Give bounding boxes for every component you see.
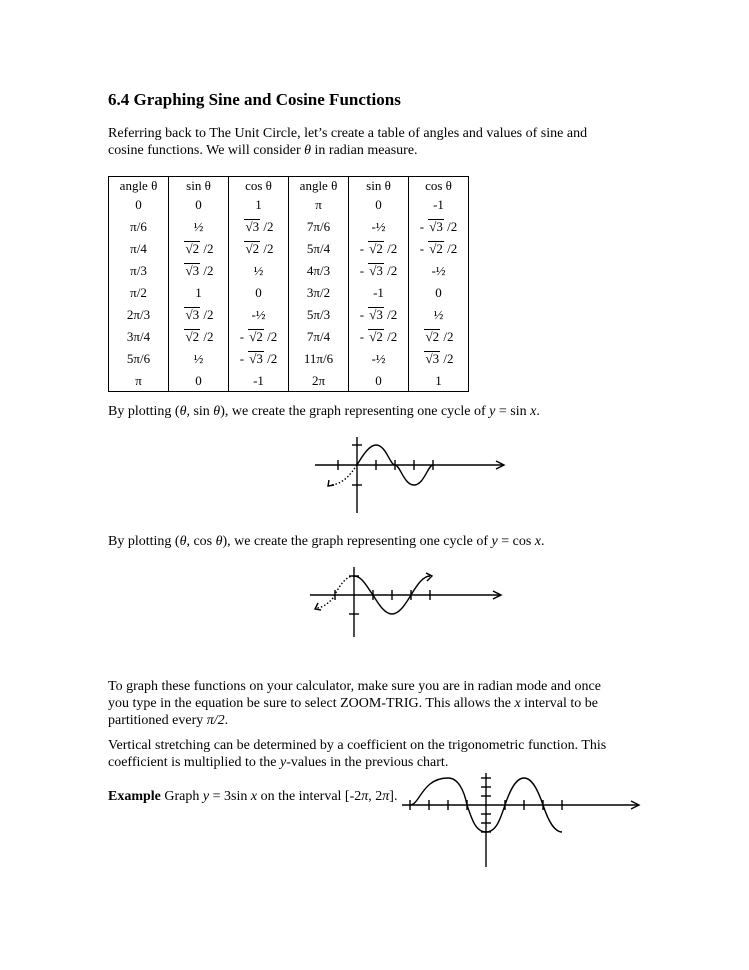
- calc-line-3: [108, 712, 648, 729]
- page-title: 6.4 Graphing Sine and Cosine Functions: [108, 90, 401, 109]
- radical: √ 2: [368, 241, 384, 255]
- minus-sign: -: [359, 329, 368, 344]
- table-cell: π: [109, 369, 169, 392]
- minus-sign: -: [359, 241, 368, 256]
- denominator: /2: [263, 351, 278, 366]
- table-row: [109, 303, 469, 325]
- sine-graph: [310, 435, 510, 515]
- table-cell: [229, 237, 289, 259]
- table-cell: 0: [409, 281, 469, 303]
- calc-text-c: partitioned every: [108, 713, 207, 728]
- intro-paragraph: [108, 125, 648, 159]
- table-cell: 3π/2: [289, 281, 349, 303]
- table-cell: π: [289, 193, 349, 215]
- table-cell: -1: [409, 193, 469, 215]
- header-cell: sin θ: [349, 177, 409, 194]
- pi-symbol: π: [382, 789, 390, 804]
- sin-graph-caption: [108, 403, 648, 420]
- example-label: Example: [108, 789, 161, 804]
- denominator: /2: [443, 241, 458, 256]
- stretch-line-1: Vertical stretching can be determined by a coefficient on the trigonometric function. This: [108, 738, 607, 753]
- table-cell: [409, 215, 469, 237]
- denominator: /2: [200, 329, 214, 344]
- header-cell: cos θ: [229, 177, 289, 194]
- sin-caption-line: [108, 403, 648, 420]
- table-cell: ½: [409, 303, 469, 325]
- table-cell: [169, 237, 229, 259]
- sine-curve-arrowhead: [328, 480, 334, 486]
- denominator: /2: [383, 307, 398, 322]
- table-cell: π/3: [109, 259, 169, 281]
- theta-symbol: θ: [215, 534, 223, 549]
- radical: √ 2: [428, 241, 444, 255]
- denominator: /2: [383, 263, 398, 278]
- table-cell: -1: [349, 281, 409, 303]
- denominator: /2: [383, 241, 398, 256]
- three-sine-graph: [400, 770, 640, 870]
- radical: √ 2: [184, 329, 200, 343]
- minus-sign: -: [239, 351, 248, 366]
- table-cell: 0: [169, 193, 229, 215]
- table-cell: 0: [229, 281, 289, 303]
- table-cell: [229, 325, 289, 347]
- table-cell: [409, 237, 469, 259]
- calc-line-1: To graph these functions on your calculator, make sure you are in radian mode and once: [108, 679, 601, 694]
- denominator: /2: [440, 329, 454, 344]
- table-cell: [169, 259, 229, 281]
- table-cell: ½: [169, 347, 229, 369]
- y-variable: y: [202, 789, 210, 804]
- radical: √ 3: [368, 263, 384, 277]
- x-variable: x: [514, 696, 521, 711]
- table-row: [109, 281, 469, 303]
- denominator: /2: [383, 329, 398, 344]
- theta-symbol: θ: [213, 404, 221, 419]
- cos-text-b: , cos: [186, 534, 216, 549]
- header-cell: sin θ: [169, 177, 229, 194]
- table-cell: 11π/6: [289, 347, 349, 369]
- theta-symbol: θ: [179, 404, 187, 419]
- radical: √ 3: [424, 351, 440, 365]
- sin-text-a: By plotting (: [108, 404, 180, 419]
- theta-symbol: θ: [304, 143, 312, 158]
- denominator: /2: [440, 351, 454, 366]
- calc-text-b: interval to be: [520, 696, 599, 711]
- table-cell: -½: [349, 347, 409, 369]
- cos-text-d: = cos: [497, 534, 535, 549]
- table-cell: [349, 237, 409, 259]
- table-row: [109, 325, 469, 347]
- pi-symbol: π: [361, 789, 369, 804]
- table-cell: [169, 325, 229, 347]
- denominator: /2: [260, 219, 274, 234]
- calc-line-2: [108, 695, 648, 712]
- y-variable: y: [279, 755, 287, 770]
- minus-sign: -: [359, 307, 368, 322]
- example-text-a: Graph: [160, 789, 203, 804]
- header-cell: angle θ: [109, 177, 169, 194]
- sin-text-b: , sin: [186, 404, 214, 419]
- table-cell: 4π/3: [289, 259, 349, 281]
- table-cell: 2π/3: [109, 303, 169, 325]
- cos-text-e: .: [541, 534, 545, 549]
- table-cell: [229, 215, 289, 237]
- example-text-d: , 2: [368, 789, 383, 804]
- denominator: /2: [200, 307, 214, 322]
- table-cell: π/6: [109, 215, 169, 237]
- table-cell: [409, 325, 469, 347]
- theta-symbol: θ: [179, 534, 187, 549]
- table-cell: 7π/4: [289, 325, 349, 347]
- radical: √ 2: [184, 241, 200, 255]
- radical: √ 2: [244, 241, 260, 255]
- example-text-b: = 3sin: [209, 789, 251, 804]
- stretch-line-2: [108, 754, 648, 771]
- table-cell: 5π/4: [289, 237, 349, 259]
- radical: √ 3: [248, 351, 264, 365]
- denominator: /2: [200, 263, 214, 278]
- example-text-e: ].: [389, 789, 398, 804]
- table-row: [109, 369, 469, 392]
- calculator-paragraph: [108, 678, 648, 729]
- header-cell: angle θ: [289, 177, 349, 194]
- table-row: [109, 259, 469, 281]
- sin-text-e: .: [536, 404, 540, 419]
- intro-line-2: [108, 142, 648, 159]
- table-cell: π/4: [109, 237, 169, 259]
- trig-table-body: [109, 177, 469, 392]
- cos-caption-line: [108, 533, 648, 550]
- table-cell: 5π/6: [109, 347, 169, 369]
- table-row: [109, 237, 469, 259]
- table-cell: 2π: [289, 369, 349, 392]
- radical: √ 3: [368, 307, 384, 321]
- table-cell: [349, 259, 409, 281]
- calc-text-a: you type in the equation be sure to select ZOOM-TRIG. This allows the: [108, 696, 515, 711]
- table-cell: 3π/4: [109, 325, 169, 347]
- intro-text-a: cosine functions. We will consider: [108, 143, 305, 158]
- table-cell: [349, 325, 409, 347]
- radical: √ 3: [428, 219, 444, 233]
- table-row: [109, 347, 469, 369]
- table-cell: [229, 347, 289, 369]
- denominator: /2: [443, 219, 458, 234]
- denominator: /2: [263, 329, 278, 344]
- table-cell: 0: [349, 193, 409, 215]
- x-variable: x: [534, 534, 541, 549]
- x-variable: x: [250, 789, 258, 804]
- pi-over-two: π/2: [206, 713, 225, 728]
- table-cell: -½: [349, 215, 409, 237]
- cos-text-c: ), we create the graph representing one cycle of: [222, 534, 492, 549]
- table-cell: -½: [409, 259, 469, 281]
- cosine-graph: [305, 565, 515, 645]
- minus-sign: -: [419, 219, 428, 234]
- table-cell: 1: [409, 369, 469, 392]
- radical: √ 3: [244, 219, 260, 233]
- table-cell: -½: [229, 303, 289, 325]
- stretch-paragraph: [108, 737, 648, 771]
- table-cell: 7π/6: [289, 215, 349, 237]
- table-cell: [169, 303, 229, 325]
- table-cell: ½: [229, 259, 289, 281]
- minus-sign: -: [419, 241, 428, 256]
- minus-sign: -: [359, 263, 368, 278]
- table-cell: 1: [169, 281, 229, 303]
- y-variable: y: [489, 404, 496, 419]
- table-cell: 0: [169, 369, 229, 392]
- table-cell: ½: [169, 215, 229, 237]
- example-text-c: on the interval [-2: [257, 789, 362, 804]
- table-cell: [409, 347, 469, 369]
- stretch-text-a: coefficient is multiplied to the: [108, 755, 280, 770]
- table-cell: 5π/3: [289, 303, 349, 325]
- denominator: /2: [260, 241, 274, 256]
- cos-text-a: By plotting (: [108, 534, 180, 549]
- stretch-text-b: -values in the previous chart.: [286, 755, 449, 770]
- y-variable: y: [491, 534, 498, 549]
- radical: √ 3: [184, 263, 200, 277]
- table-cell: 0: [109, 193, 169, 215]
- minus-sign: -: [239, 329, 248, 344]
- sin-text-d: = sin: [495, 404, 531, 419]
- table-cell: π/2: [109, 281, 169, 303]
- intro-line-1: Referring back to The Unit Circle, let’s create a table of angles and values of sine and: [108, 126, 588, 141]
- calc-text-d: .: [224, 713, 229, 728]
- radical: √ 2: [248, 329, 264, 343]
- table-header-row: [109, 177, 469, 194]
- radical: √ 2: [424, 329, 440, 343]
- table-row: [109, 215, 469, 237]
- radical: √ 3: [184, 307, 200, 321]
- cosine-curve-left-arrowhead: [315, 603, 321, 610]
- table-cell: -1: [229, 369, 289, 392]
- sine-curve-extension: [332, 465, 357, 485]
- sin-text-c: ), we create the graph representing one cycle of: [220, 404, 490, 419]
- table-cell: 0: [349, 369, 409, 392]
- radical: √ 2: [368, 329, 384, 343]
- intro-text-b: in radian measure.: [311, 143, 418, 158]
- table-cell: 1: [229, 193, 289, 215]
- table-cell: [349, 303, 409, 325]
- cos-graph-caption: [108, 533, 648, 550]
- trig-values-table: [108, 176, 469, 392]
- denominator: /2: [200, 241, 214, 256]
- table-row: [109, 193, 469, 215]
- header-cell: cos θ: [409, 177, 469, 194]
- x-variable: x: [530, 404, 537, 419]
